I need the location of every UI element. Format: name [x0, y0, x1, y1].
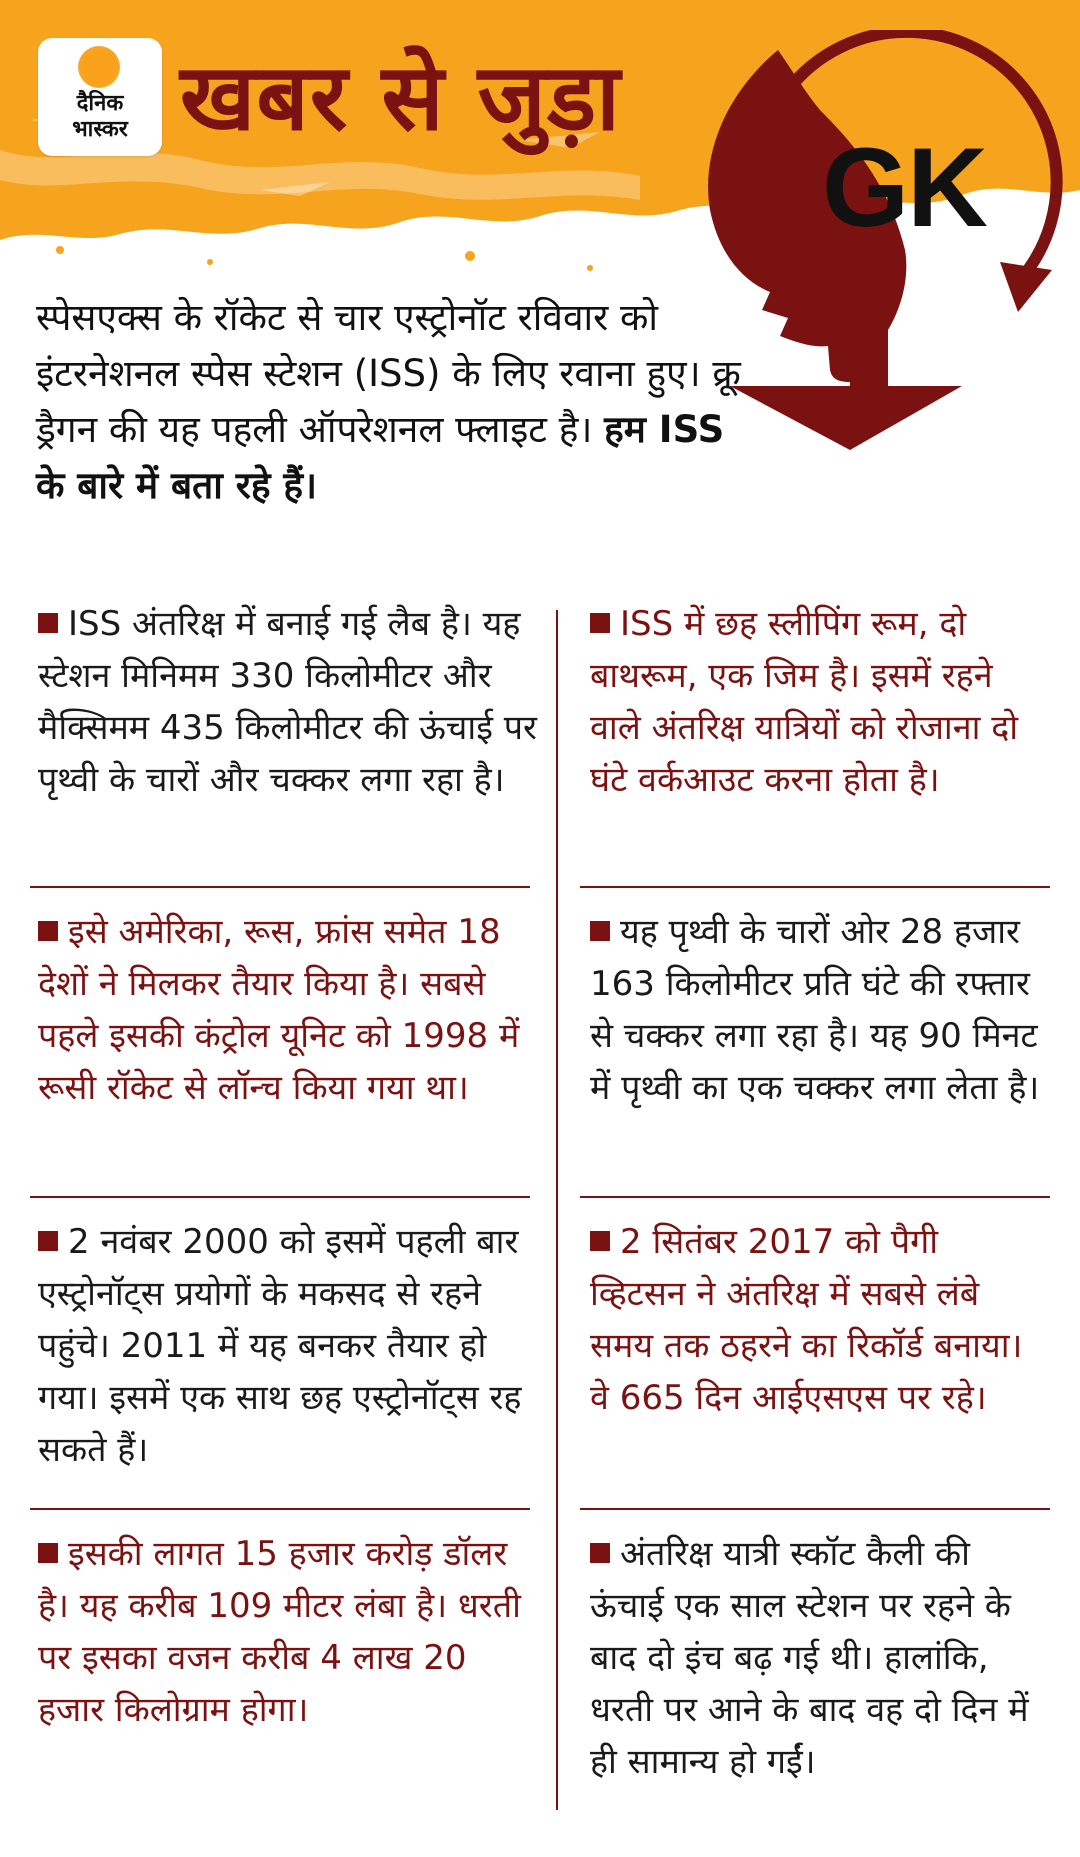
fact-right-1 — [590, 598, 1040, 806]
fact-text: ISS अंतरिक्ष में बनाई गई लैब है। यह स्टेशन मिनिमम 330 किलोमीटर और मैक्सिमम 435 किलोमीटर की ऊंचाई पर पृथ्वी के चारों और चक्कर लगा रहा है। — [38, 604, 537, 800]
row-divider — [580, 1196, 1050, 1198]
fact-text: 2 नवंबर 2000 को इसमें पहली बार एस्ट्रोनॉट्स प्रयोगों के मकसद से रहने पहुंचे। 2011 में यह बनकर तैयार हो गया। इसमें एक साथ छह एस्ट्रोनॉट्स रह सकते हैं। — [38, 1222, 522, 1470]
fact-right-3 — [590, 1216, 1040, 1424]
logo-line2: भास्कर — [72, 117, 128, 142]
bullet-square-icon — [38, 1543, 58, 1563]
fact-left-3 — [38, 1216, 538, 1476]
vertical-divider — [556, 610, 558, 1810]
fact-text: यह पृथ्वी के चारों ओर 28 हजार 163 किलोमीटर प्रति घंटे की रफ्तार से चक्कर लगा रहा है। यह 90 मिनट में पृथ्वी का एक चक्कर लगा लेता है। — [590, 912, 1040, 1108]
row-divider — [580, 1508, 1050, 1510]
row-divider — [580, 886, 1050, 888]
intro-text: स्पेसएक्स के रॉकेट से चार एस्ट्रोनॉट रविवार को इंटरनेशनल स्पेस स्टेशन (ISS) के लिए रवाना हुए। क्रू ड्रैगन की यह पहली ऑपरेशनल फ्लाइट है। — [36, 296, 741, 451]
bullet-square-icon — [38, 613, 58, 633]
fact-text: ISS में छह स्लीपिंग रूम, दो बाथरूम, एक जिम है। इसमें रहने वाले अंतरिक्ष यात्रियों को रोजाना दो घंटे वर्कआउट करना होता है। — [590, 604, 1019, 800]
fact-text: 2 सितंबर 2017 को पैगी व्हिटसन ने अंतरिक्ष में सबसे लंबे समय तक ठहरने का रिकॉर्ड बनाया। वे 665 दिन आईएसएस पर रहे। — [590, 1222, 1023, 1418]
row-divider — [30, 886, 530, 888]
brand-logo — [38, 38, 162, 156]
fact-text: इसकी लागत 15 हजार करोड़ डॉलर है। यह करीब 109 मीटर लंबा है। धरती पर इसका वजन करीब 4 लाख 20 हजार किलोग्राम होगा। — [38, 1534, 521, 1730]
bullet-square-icon — [590, 1231, 610, 1251]
fact-left-2 — [38, 906, 538, 1114]
fact-right-4 — [590, 1528, 1040, 1788]
bullet-square-icon — [590, 921, 610, 941]
fact-left-1 — [38, 598, 538, 806]
row-divider — [30, 1508, 530, 1510]
row-divider — [30, 1196, 530, 1198]
fact-text: इसे अमेरिका, रूस, फ्रांस समेत 18 देशों ने मिलकर तैयार किया है। सबसे पहले इसकी कंट्रोल यूनिट को 1998 में रूसी रॉकेट से लॉन्च किया गया था। — [38, 912, 520, 1108]
logo-line1: दैनिक — [76, 91, 124, 116]
fact-right-2 — [590, 906, 1040, 1114]
sun-icon — [78, 46, 120, 88]
fact-left-4 — [38, 1528, 538, 1736]
facts-grid — [0, 590, 1080, 1820]
gk-badge: GK — [822, 125, 986, 250]
bullet-square-icon — [38, 921, 58, 941]
intro-paragraph — [36, 290, 756, 514]
intro-bold-text: हम ISS के बारे में बता रहे हैं। — [36, 408, 725, 507]
head-arrow-icon — [700, 30, 1080, 530]
bullet-square-icon — [590, 1543, 610, 1563]
bullet-square-icon — [38, 1231, 58, 1251]
page-title: खबर से जुड़ा — [180, 44, 621, 151]
fact-text: अंतरिक्ष यात्री स्कॉट कैली की ऊंचाई एक साल स्टेशन पर रहने के बाद दो इंच बढ़ गई थी। हालांकि, धरती पर आने के बाद वह दो दिन में ही सामान्य हो गईं। — [590, 1534, 1029, 1782]
bullet-square-icon — [590, 613, 610, 633]
